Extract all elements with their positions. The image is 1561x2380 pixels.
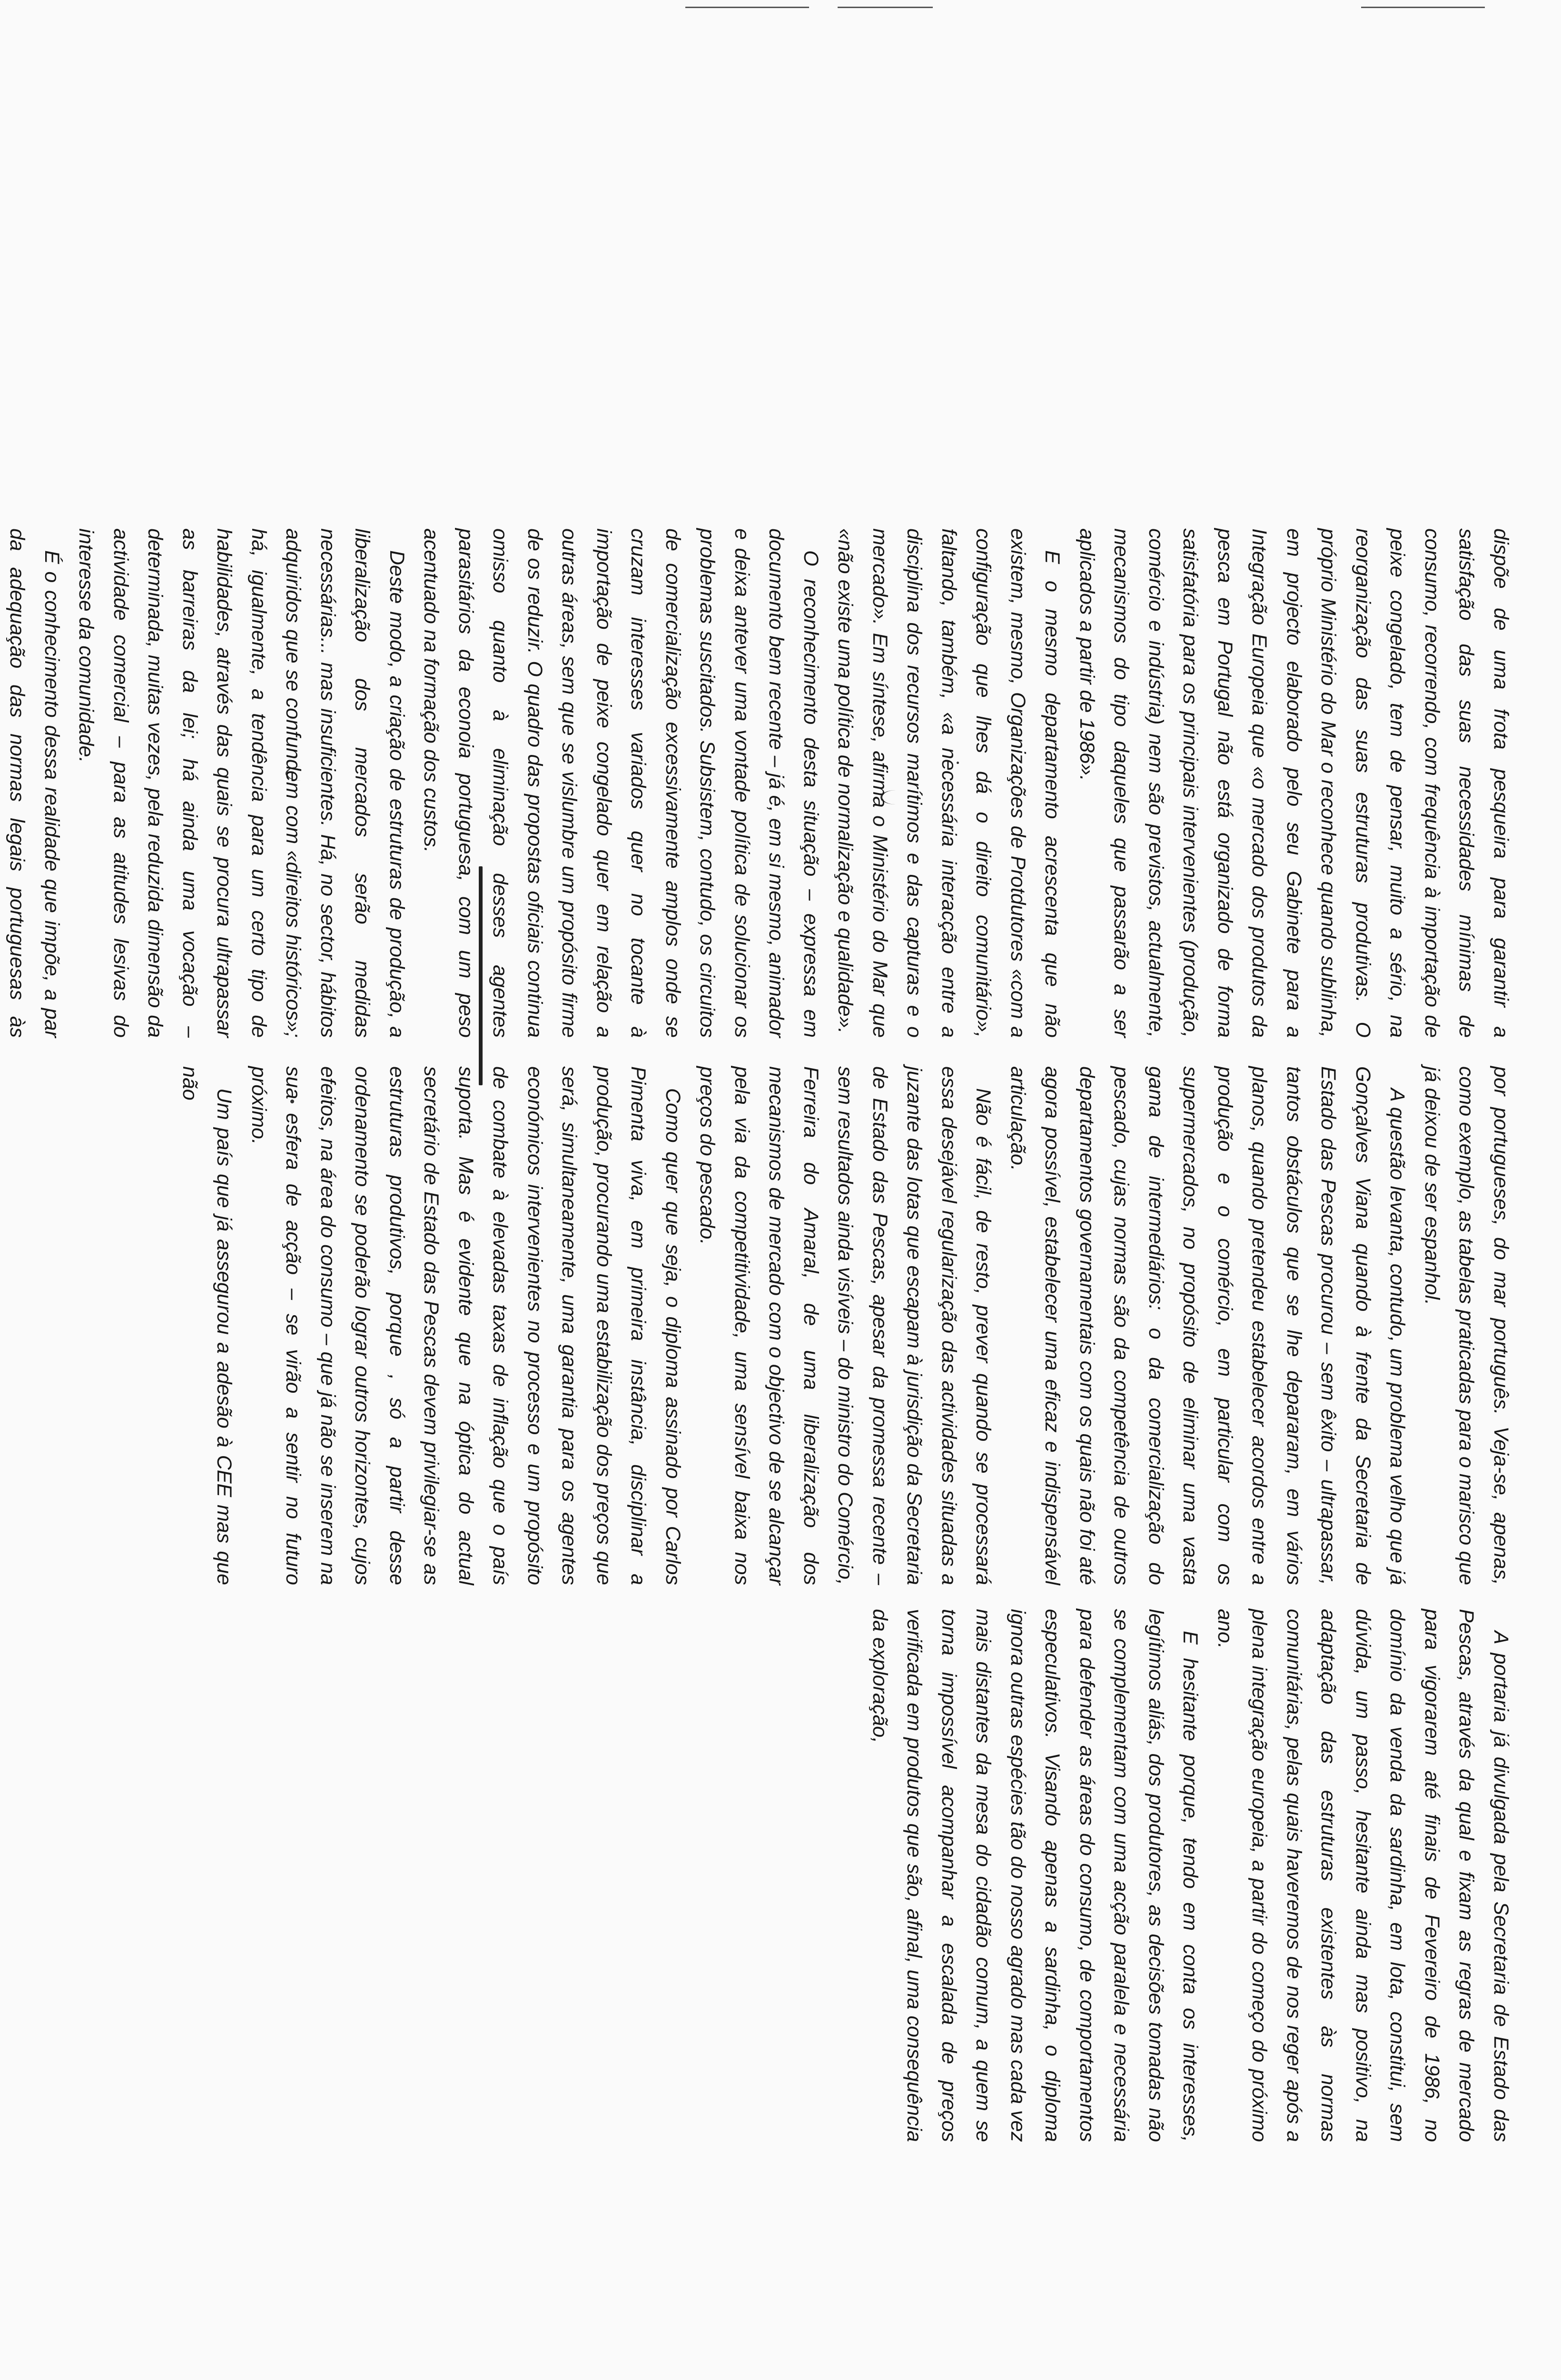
- rotated-article-page: [6, 528, 1518, 2380]
- paragraph: E hesitante porque, tendo em conta os interesses, legítimos aliás, dos produtores, as decisões tomadas não se complementam com uma acção paralela e necessária para defender as áreas do consumo, de comportamentos especulativos. Visando apenas a sardinha, o diploma ignora outras espécies tão do nosso agrado mas cada vez mais distantes da mesa do cidadão comum, a quem se torna impossível acompanhar a escalada de preços verificada em produtos que são, afinal, uma consequência da exploração,: [869, 1609, 1202, 2142]
- paragraph: E o mesmo departamento acrescenta que não existem, mesmo, Organizações de Protdutores «com a configuração que lhes dá o direito comunitário», faltando, também, «a necessária interacção entre a disciplina dos recursos marítimos e das capturas e o mercado». Em síntese, afirma o Ministério do Mar que «não existe uma política de normalização e qualidade».: [834, 528, 1064, 1038]
- article-column-left-top: [869, 1609, 1518, 2142]
- paragraph: Deste modo, a criação de estruturas de produção, a liberalização dos mercados serão medidas necessárias... mas insuficientes. Há, no sector, hábitos adquiridos que se confundem com «direitos históricos»; há, igualmente, a tendência para um certo tipo de habilidades, através das quais se procura ultrapassar as barreiras da lei; há ainda uma vocação – determinada, muitas vezes, pela reduzida dimensão da actividade comercial – para as atitudes lesivas do interesse da comunidade.: [75, 528, 408, 1038]
- paragraph: dispõe de uma frota pesqueira para garantir a satisfação das suas necessidades mínimas de consumo, recorrendo, com frequência à importação de peixe congelado, tem de pensar, muito a sério, na reorganização das suas estruturas produtivas. O próprio Ministério do Mar o reconhece quando sublinha, em projecto elaborado pelo seu Gabinete para a Integração Europeia que «o mercado dos produtos da pesca em Portugal não está organizado de forma satisfatória para os principais intervenientes (produção, comércio e indústria) nem são previstos, actualmente, mecanismos do tipo daqueles que passarão a ser aplicados a partir de 1986».: [1076, 528, 1512, 1038]
- scan-edge-mark: [685, 7, 809, 8]
- article-column-right-top: [6, 528, 1518, 1038]
- scan-edge-mark: [838, 7, 933, 8]
- paragraph: É o conhecimento dessa realidade que impõe, a par da adequação das normas legais portuguesas às: [6, 528, 63, 1038]
- article-column-right-bottom: [178, 1066, 1518, 1585]
- paragraph: Não é fácil, de resto, prever quando se processará essa desejável regularização das actividades situadas a juzante das lotas que escapam à jurisdição da Secretaria de Estado das Pescas, apesar da promessa recente – sem resultados ainda visíveis – do ministro do Comércio, Ferreira do Amaral, de uma liberalização dos mecanismos de mercado com o objectivo de se alcançar pela via da competitividade, uma sensível baixa nos preços do pescado.: [696, 1066, 995, 1585]
- paragraph: Como quer que seja, o diploma assinado por Carlos Pimenta viva, em primeira instância, disciplinar a produção, procurando uma estabilização dos preços que será, simultaneamente, uma garantia para os agentes económicos intervenientes no processo e um propósito de combate à elevadas taxas de inflação que o país suporta. Mas é evidente que na óptica do actual secretário de Estado das Pescas devem privilegiar-se as estruturas produtivos, porque , só a partir desse ordenamento se poderão lograr outros horizontes, cujos efeitos, na área do consumo – que já não se inserem na sua esfera de acção – se virão a sentir no futuro próximo.: [247, 1066, 684, 1585]
- paragraph: por portugueses, do mar português. Veja-se, apenas, como exemplo, as tabelas praticadas para o marisco que já deixou de ser espanhol.: [1421, 1066, 1512, 1585]
- paragraph: Um país que já assegurou a adesão à CEE mas que não: [178, 1066, 236, 1585]
- scan-edge-mark: [1361, 7, 1485, 8]
- paragraph: O reconhecimento desta situação – expressa em documento bem recente – já é, em si mesmo, animador e deixa antever uma vontade política de solucionar os problemas suscitados. Subsistem, contudo, os circuitos de comercialização excessivamente amplos onde se cruzam interesses variados quer no tocante à importação de peixe congelado quer em relação a outras áreas, sem que se vislumbre um propósito firme de os reduzir. O quadro das propostas oficiais continua omisso quanto à eliminação desses agentes parasitários da econoia portuguesa, com um peso acentuado na formação dos custos.: [420, 528, 822, 1038]
- lead-paragraph: A portaria já divulgada pela Secretaria de Estado das Pescas, através da qual e fixam as regras de mercado para vigorarem até finais de Fevereiro de 1986, no domínio da venda da sardinha, em lota, constitui, sem dúvida, um passo, hesitante ainda mas positivo, na adaptação das estruturas existentes às normas comunitárias, pelas quais haveremos de nos reger após a plena integração europeia, a partir do começo do próximo ano.: [1214, 1609, 1512, 2142]
- paragraph: A questão levanta, contudo, um problema velho que já Gonçalves Viana quando à frente da Secretaria de Estado das Pescas procurou – sem êxito – ultrapassar, tantos obstáculos que se lhe depararam, em vários planos, quando pretendeu estabelecer acordos entre a produção e o comércio, em particular com os supermercados, no propósito de eliminar uma vasta gama de intermediários: o da comercialização do pescado, cujas normas são da competência de outros departamentos governamentais com os quais não foi até agora possível, estabelecer uma eficaz e indispensável articulação.: [1007, 1066, 1409, 1585]
